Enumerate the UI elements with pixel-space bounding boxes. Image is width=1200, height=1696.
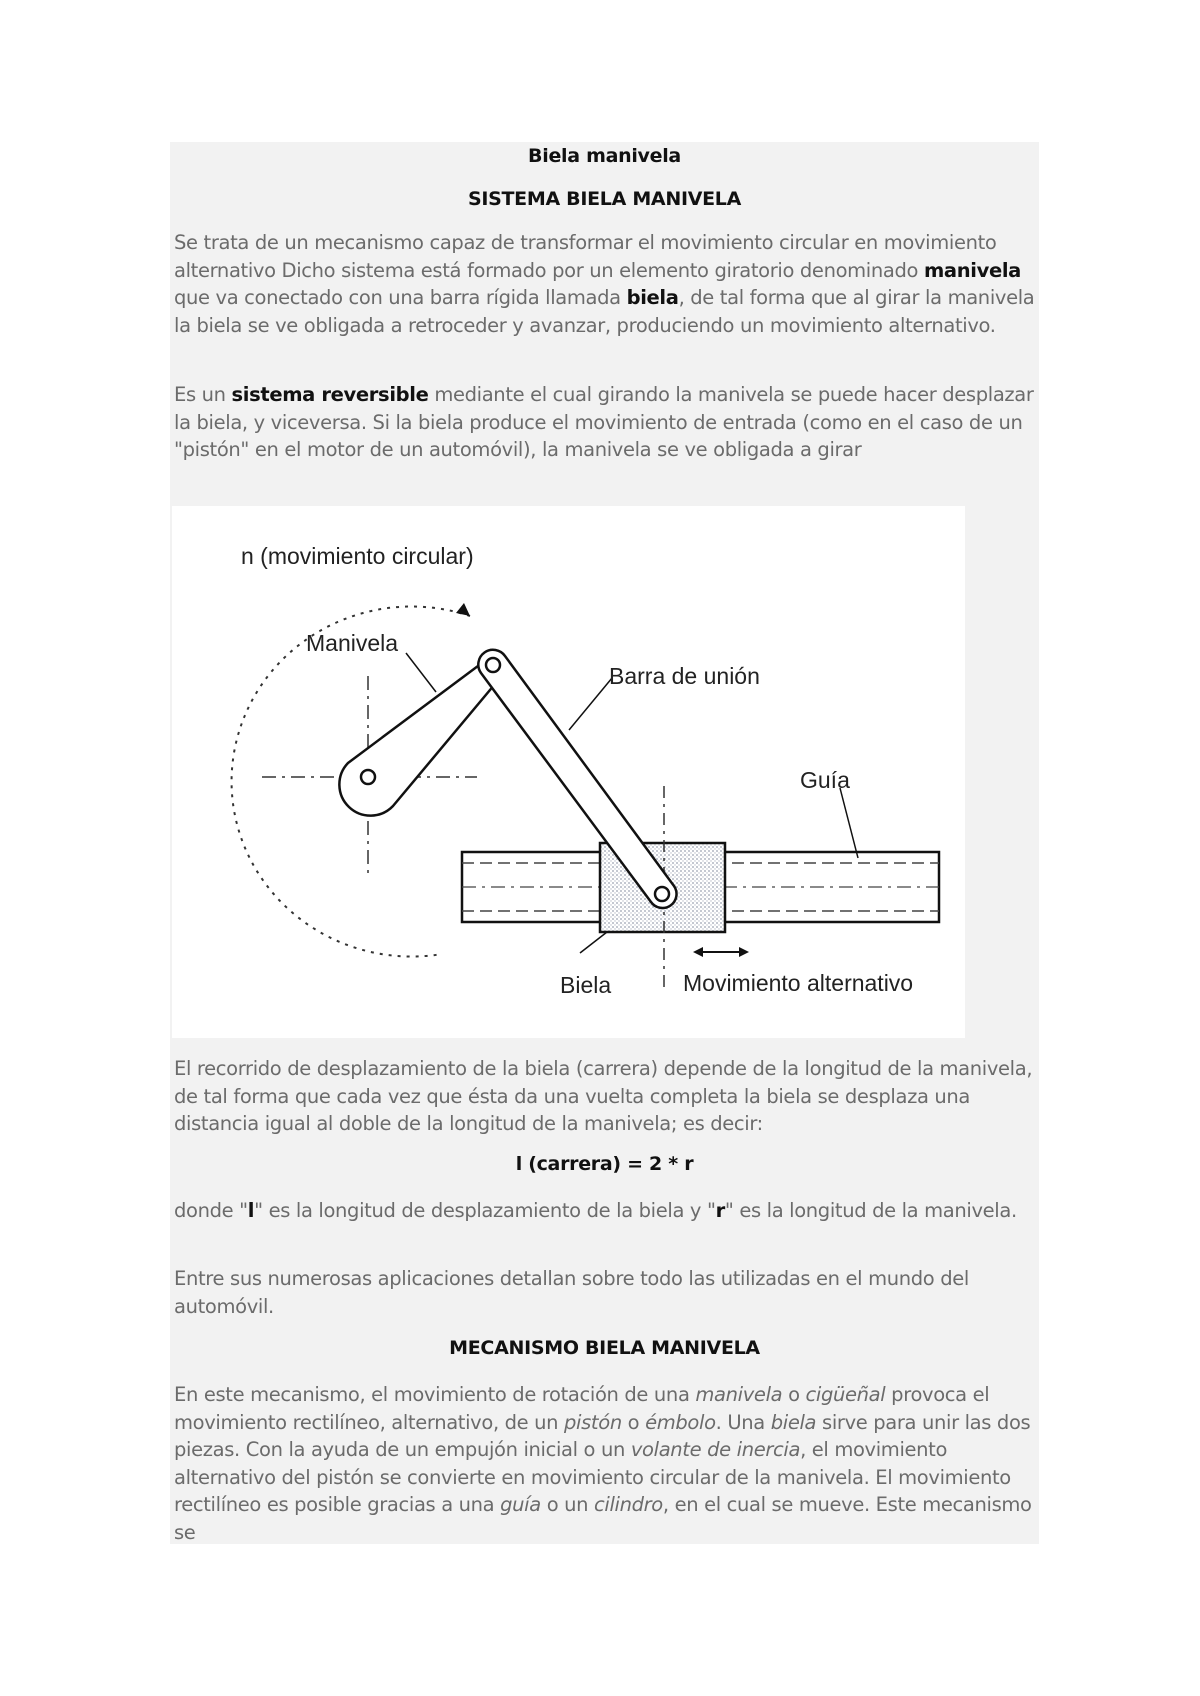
section-heading-sistema: SISTEMA BIELA MANIVELA bbox=[467, 188, 742, 210]
paragraph-applications: Entre sus numerosas aplicaciones detallan sobre todo las utilizadas en el mundo del automóvil. bbox=[174, 1267, 969, 1318]
page-title: Biela manivela bbox=[528, 145, 681, 167]
paragraph-reversible: Es un sistema reversible mediante el cual girando la manivela se puede hacer desplazar la biela, y viceversa. Si la biela produce el movimiento de entrada (como en el caso de un "pistón" en el motor de un automóvil), la manivela se ve obligada a girar bbox=[174, 383, 1034, 461]
paragraph-mechanism-line1: En este mecanismo, el movimiento de rotación de una manivela o cigüeñal provoca el movimiento rectilíneo, alternativo, de un pistón o émbolo. Una biela sirve para unir las dos piezas. Con la ayuda de un empujón inicial o un volante de inercia, el movimiento alternativo del pistón se convierte en movimiento circular de la manivela. El movimiento rectilíneo es posible gracias a una guía o un cilindro, en el cual se mueve. Este mecanismo se bbox=[174, 1383, 1032, 1543]
crank-slider-diagram bbox=[172, 506, 965, 1038]
label-guide: Guía bbox=[800, 767, 850, 793]
label-link: Barra de unión bbox=[609, 663, 760, 689]
paragraph-definition: Se trata de un mecanismo capaz de transformar el movimiento circular en movimiento alternativo Dicho sistema está formado por un elemento giratorio denominado manivela que va conectado con una barra rígida llamada biela, de tal forma que al girar la manivela la biela se ve obligada a retroceder y avanzar, produciendo un movimiento alternativo. bbox=[174, 231, 1035, 337]
label-rod: Biela bbox=[560, 972, 612, 998]
section-heading-mecanismo: MECANISMO BIELA MANIVELA bbox=[449, 1337, 760, 1359]
label-motion: Movimiento alternativo bbox=[683, 970, 914, 996]
paragraph-variables: donde "l" es la longitud de desplazamiento de la biela y "r" es la longitud de la manivela. bbox=[174, 1199, 1017, 1222]
label-crank: Manivela bbox=[306, 630, 399, 656]
double-arrow-icon bbox=[693, 947, 749, 957]
rotation-arrow-icon bbox=[456, 603, 470, 616]
crank-arm bbox=[339, 658, 504, 816]
label-rotation: n (movimiento circular) bbox=[241, 543, 474, 569]
paragraph-stroke: El recorrido de desplazamiento de la biela (carrera) depende de la longitud de la manivela, de tal forma que cada vez que ésta da una vuelta completa la biela se desplaza una distancia igual al doble de la longitud de la manivela; es decir: bbox=[174, 1057, 1033, 1135]
formula: l (carrera) = 2 * r bbox=[515, 1153, 694, 1175]
